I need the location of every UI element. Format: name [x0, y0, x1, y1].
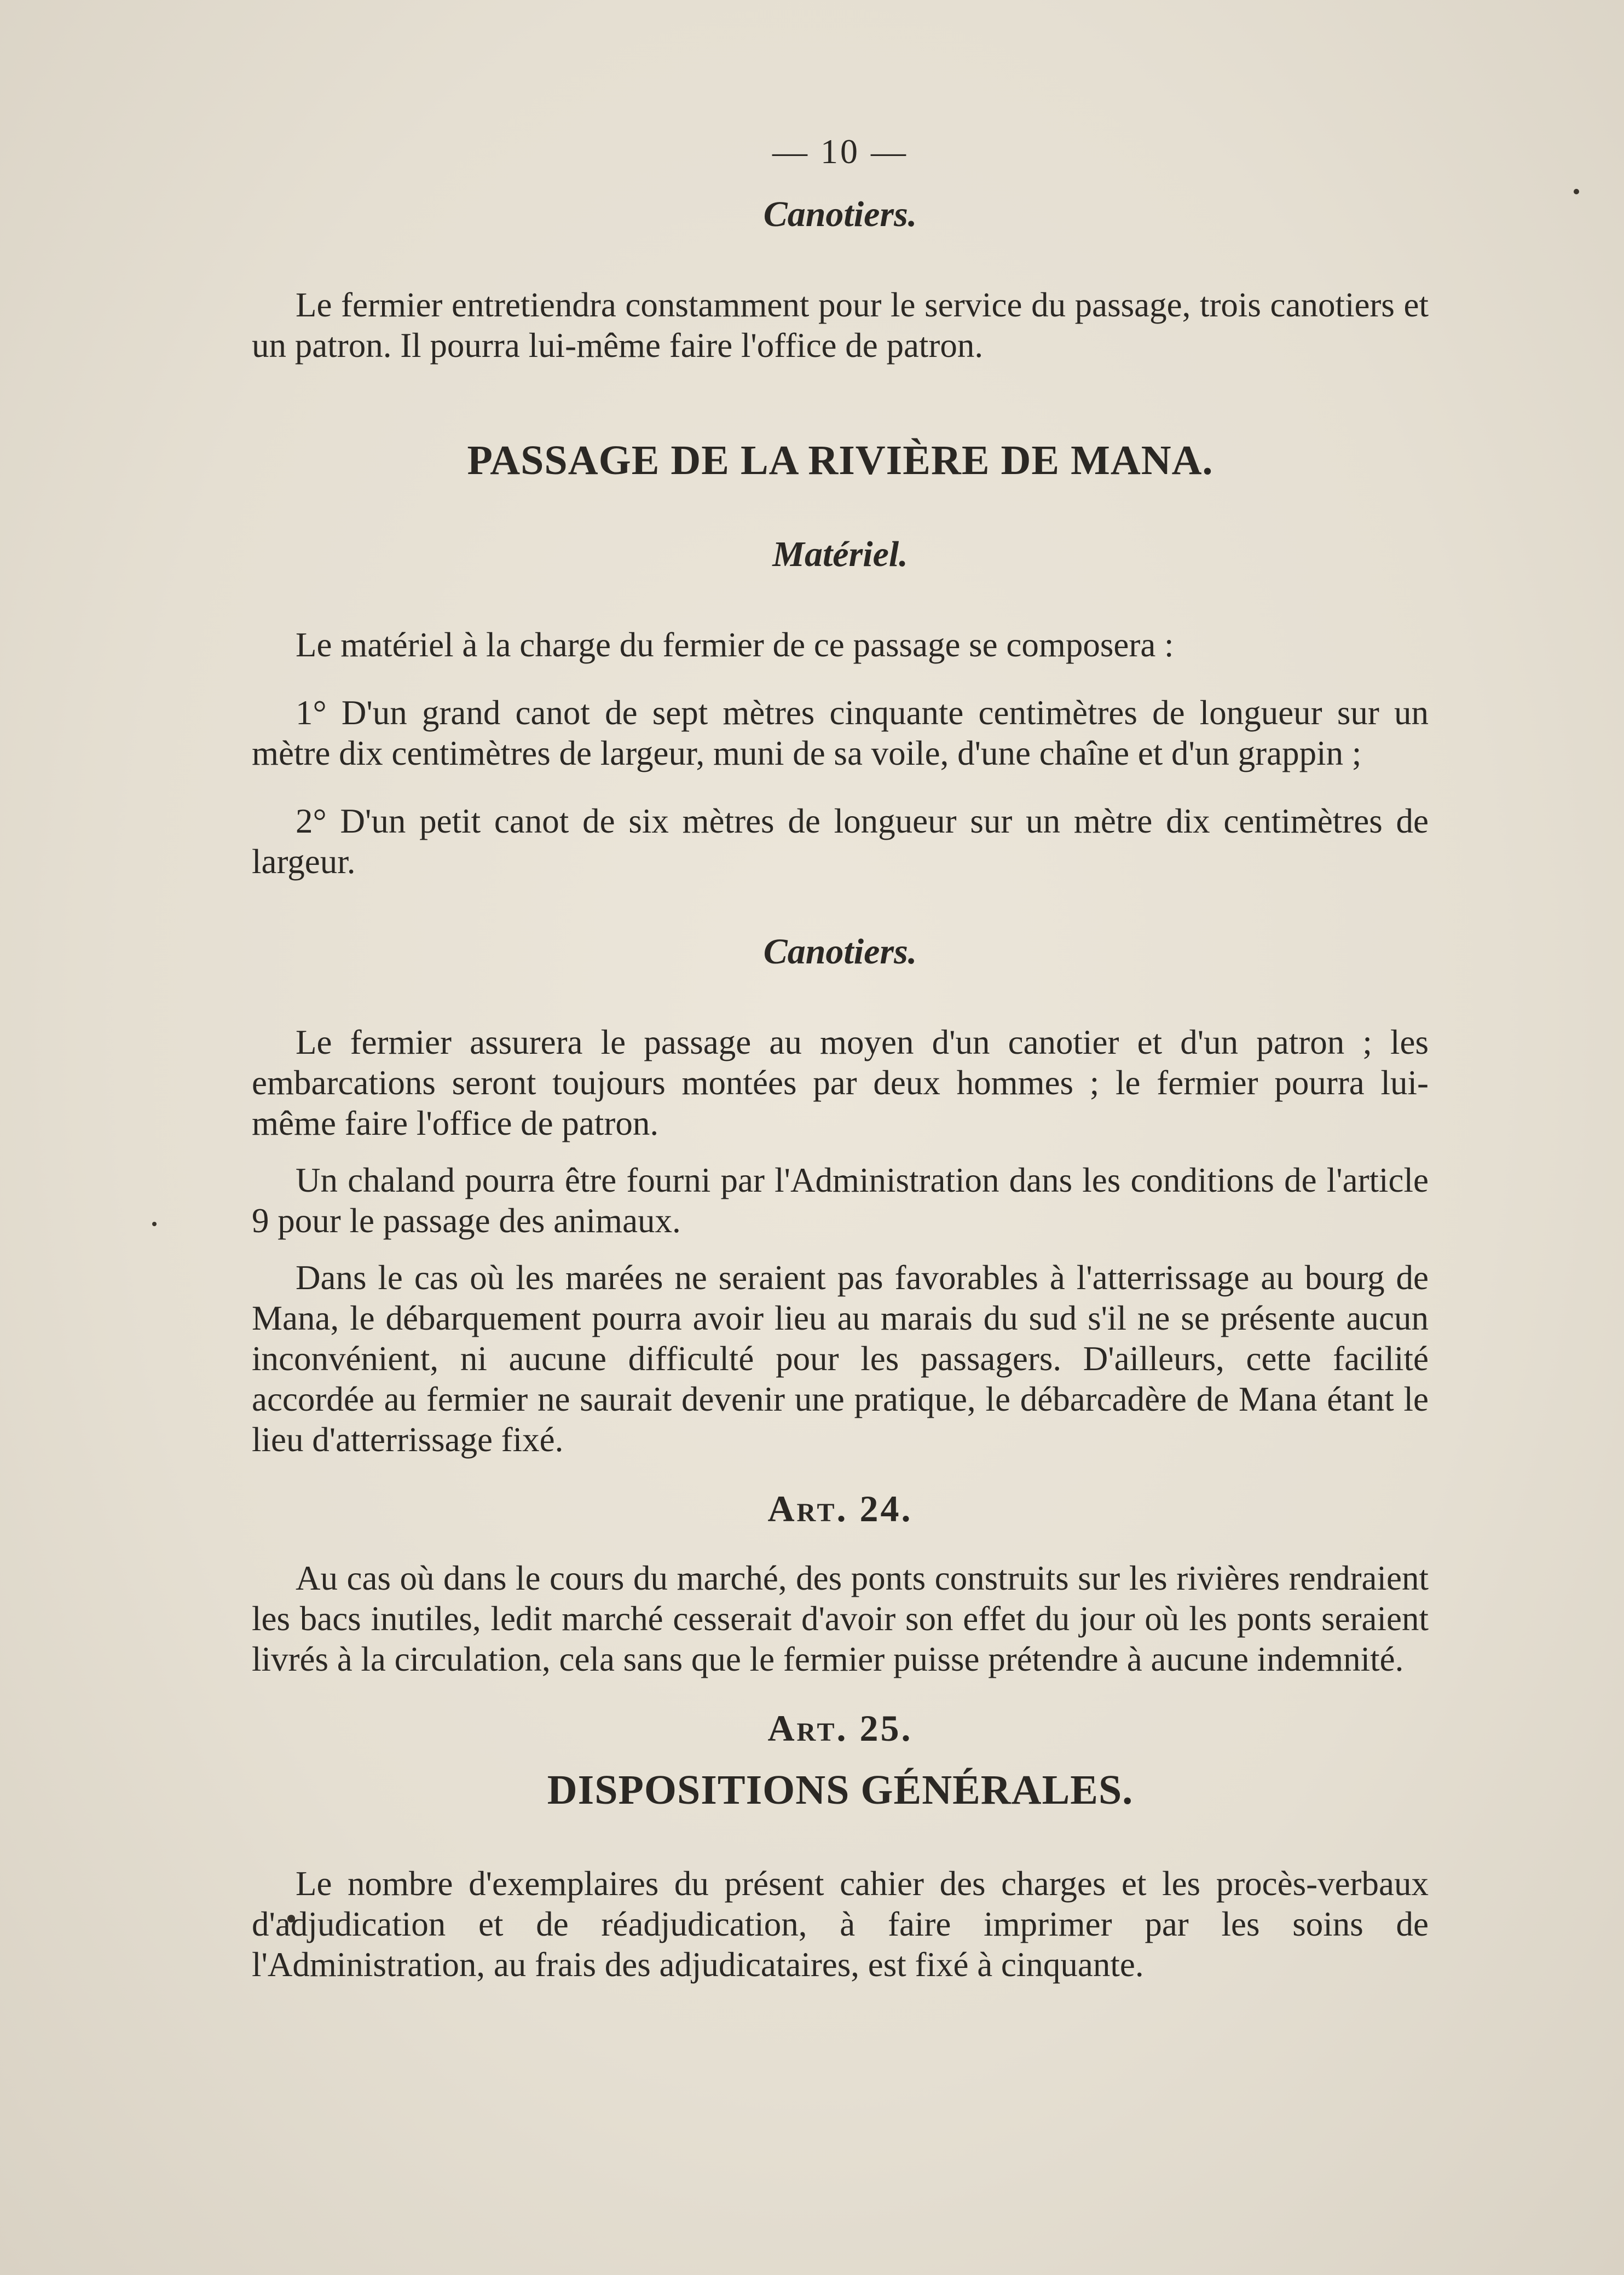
- paragraph-canotiers: Le fermier entretiendra constamment pour le service du passage, trois canotiers et un patron. Il pourra lui-même faire l'office de patron.: [252, 286, 1429, 365]
- ink-speck: [1574, 189, 1579, 194]
- section-title-art-25: Art. 25.: [767, 1707, 913, 1749]
- section-title-art-24: Art. 24.: [767, 1488, 913, 1529]
- section-title-canotiers-mana: Canotiers.: [763, 932, 917, 972]
- section-title-canotiers: Canotiers.: [763, 194, 917, 234]
- section-title-dispositions-generales: DISPOSITIONS GÉNÉRALES.: [547, 1767, 1134, 1813]
- paragraph-canotiers-mana-1: Le fermier assurera le passage au moyen d'un canotier et d'un patron ; les embarcations seront toujours montées par deux hommes ; le fermier pourra lui-même faire l'office de patron.: [252, 1023, 1429, 1142]
- ink-speck: [152, 1222, 157, 1226]
- section-title-passage-mana: PASSAGE DE LA RIVIÈRE DE MANA.: [467, 437, 1213, 483]
- paragraph-dispositions-generales: Le nombre d'exemplaires du présent cahier des charges et les procès-verbaux d'adjudication et de réadjudication, à faire imprimer par les soins de l'Administration, au frais des adjudicataires, est fixé à cinquante.: [252, 1864, 1429, 1984]
- paragraph-canotiers-mana-3: Dans le cas où les marées ne seraient pas favorables à l'atterrissage au bourg de Mana, le débarquement pourra avoir lieu au marais du sud s'il ne se présente aucun inconvénient, ni aucune difficulté pour les passagers. D'ailleurs, cette facilité accordée au fermier ne saurait devenir une pratique, le débarcadère de Mana étant le lieu d'atterrissage fixé.: [252, 1258, 1429, 1459]
- page-number: — 10 —: [772, 132, 908, 171]
- paragraph-materiel-item-1: 1° D'un grand canot de sept mètres cinquante centimètres de longueur sur un mètre dix centimètres de largeur, muni de sa voile, d'une chaîne et d'un grappin ;: [252, 694, 1429, 772]
- paragraph-canotiers-mana-2: Un chaland pourra être fourni par l'Administration dans les conditions de l'article 9 pour le passage des animaux.: [252, 1161, 1429, 1240]
- document-body: [252, 131, 1429, 1985]
- paragraph-materiel-item-2: 2° D'un petit canot de six mètres de longueur sur un mètre dix centimètres de largeur.: [252, 802, 1429, 881]
- paragraph-art-24: Au cas où dans le cours du marché, des ponts construits sur les rivières rendraient les bacs inutiles, ledit marché cesserait d'avoir son effet du jour où les ponts seraient livrés à la circulation, cela sans que le fermier puisse prétendre à aucune indemnité.: [252, 1559, 1429, 1678]
- section-title-materiel: Matériel.: [772, 534, 908, 574]
- paragraph-materiel-intro: Le matériel à la charge du fermier de ce passage se composera :: [296, 626, 1174, 664]
